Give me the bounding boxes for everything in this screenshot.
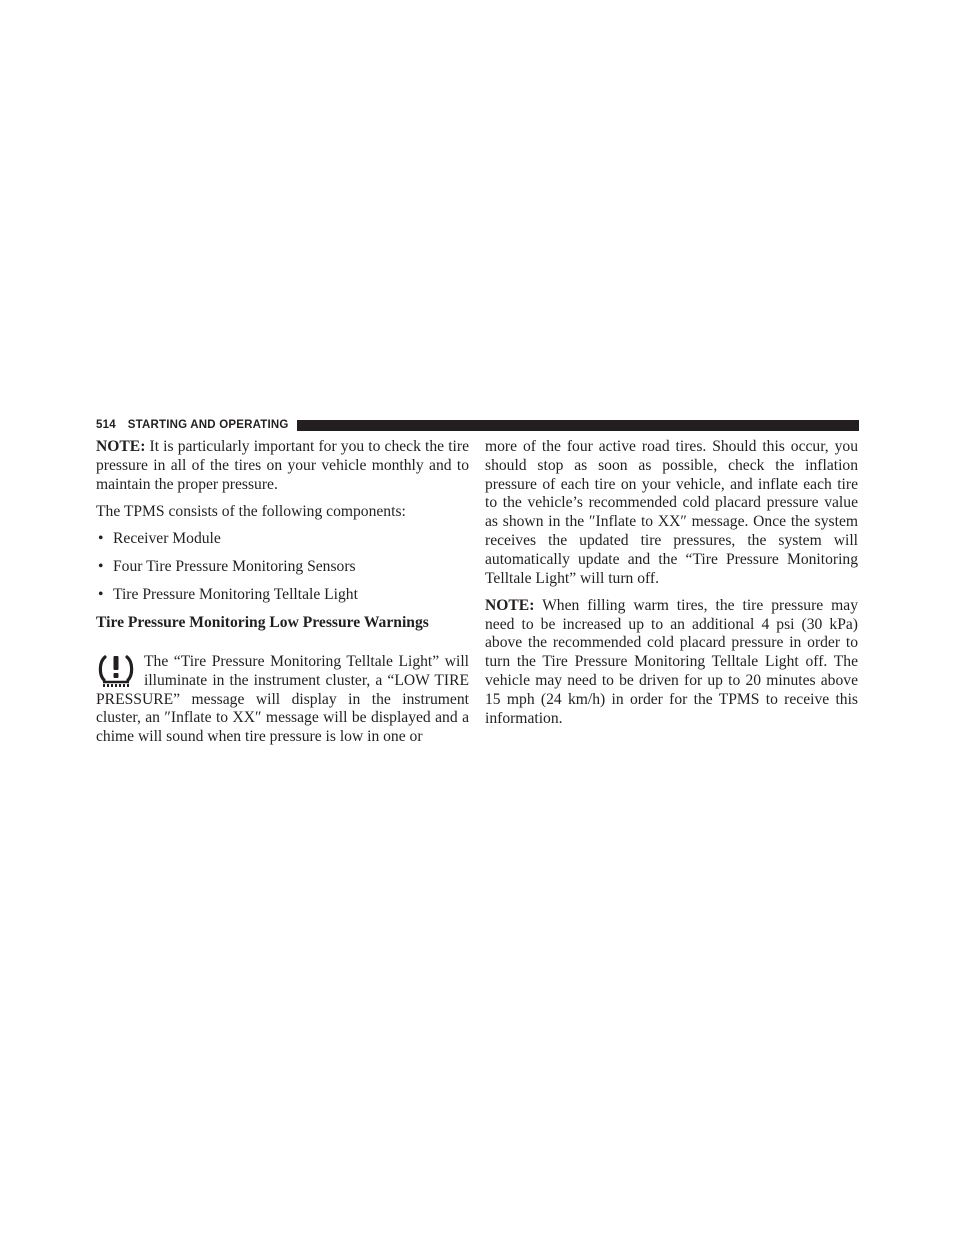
note-text: When filling warm tires, the tire pressure may need to be increased up to an additional 4 psi (30 kPa) above the recommended cold placard pressure in order to turn the Tire Pressure Monitoring Telltale Light off. The vehicle may need to be driven for up to 20 minutes above 15 mph (24 km/h) in order for the TPMS to receive this information. <box>485 596 858 727</box>
note-text: It is particularly important for you to check the tire pressure in all of the tires on your vehicle monthly and to maintain the proper pressure. <box>96 438 469 493</box>
header-rule <box>297 420 859 431</box>
list-item-label: Receiver Module <box>113 530 221 548</box>
page-number: 514 <box>96 419 116 431</box>
warning-block <box>96 653 469 747</box>
bullet-icon: • <box>98 530 104 548</box>
left-column <box>96 438 469 747</box>
list-item-label: Four Tire Pressure Monitoring Sensors <box>113 558 356 576</box>
continuation-paragraph: more of the four active road tires. Should this occur, you should stop as soon as possible, check the inflation pressure of each tire on your vehicle, and inflate each tire to the vehicle’s recommended cold placard pressure value as shown in the ″Inflate to XX″ message. Once the system receives the updated tire pressures, the system will automatically update and the “Tire Pressure Monitoring Telltale Light” will turn off. <box>485 438 858 587</box>
bullet-icon: • <box>98 586 104 604</box>
section-title: STARTING AND OPERATING <box>127 419 289 431</box>
components-list <box>96 530 469 605</box>
note-paragraph-1 <box>96 438 469 494</box>
list-item-label: Tire Pressure Monitoring Telltale Light <box>113 586 358 604</box>
list-item <box>96 586 469 605</box>
right-column <box>485 438 858 737</box>
section-subheading: Tire Pressure Monitoring Low Pressure Warnings <box>96 614 429 632</box>
note-label: NOTE: <box>96 438 146 455</box>
warning-paragraph: The “Tire Pressure Monitoring Telltale Light” will illuminate in the instrument cluster, a “LOW TIRE PRESSURE” message will display in the instrument cluster, an ″Inflate to XX″ message will be displayed and a chime will sound when tire pressure is low in one or <box>96 652 469 746</box>
tire-pressure-warning-icon <box>96 653 136 687</box>
note-label: NOTE: <box>485 596 535 614</box>
components-intro: The TPMS consists of the following components: <box>96 502 406 520</box>
list-item <box>96 530 469 549</box>
bullet-icon: • <box>98 558 104 576</box>
list-item <box>96 558 469 577</box>
page-header <box>96 417 859 433</box>
note-paragraph-2 <box>485 597 858 729</box>
